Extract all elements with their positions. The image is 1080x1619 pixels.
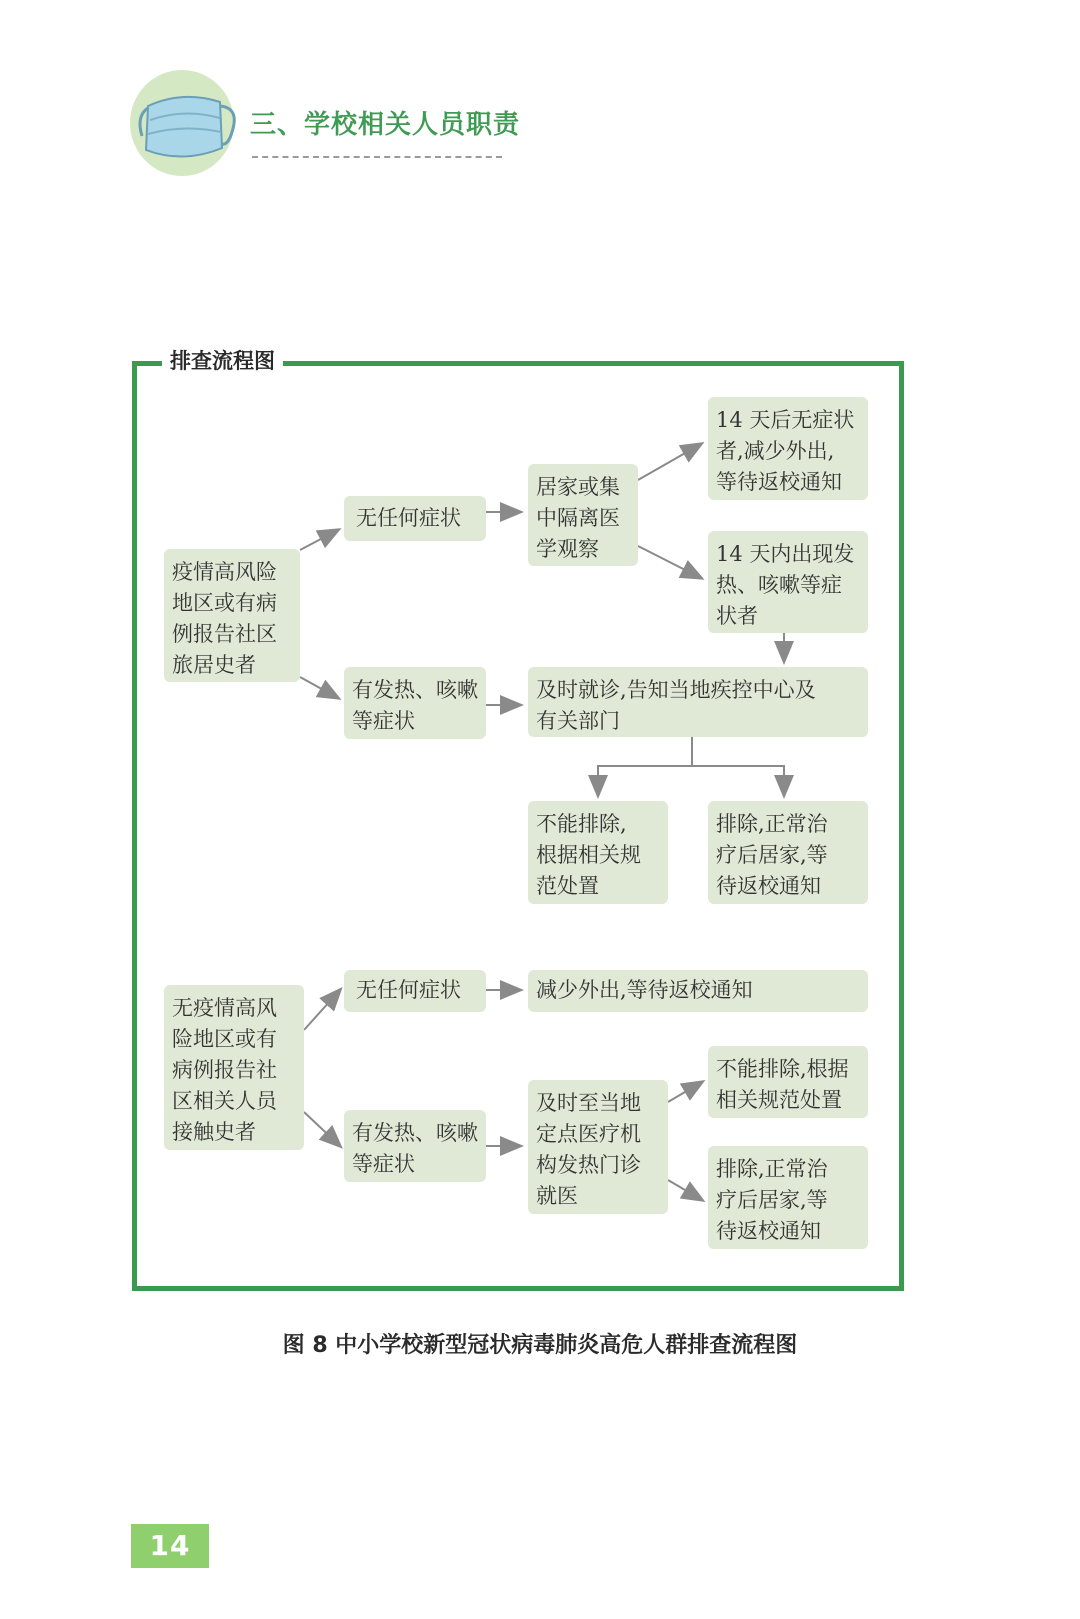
node-reduce-outings: 减少外出,等待返校通知: [528, 970, 868, 1012]
page-number: 14: [131, 1524, 209, 1568]
node-cannot-exclude: 不能排除, 根据相关规 范处置: [528, 801, 668, 904]
node-excluded: 排除,正常治 疗后居家,等 待返校通知: [708, 801, 868, 904]
arrow-m5-m7: [668, 1180, 702, 1200]
node-no-high-risk-contact: 无疫情高风 险地区或有 病例报告社 区相关人员 接触史者: [164, 985, 304, 1150]
arrow-n1-n2: [300, 530, 338, 550]
branch-n7-right: [692, 766, 784, 795]
figure-caption: 图 8 中小学校新型冠状病毒肺炎高危人群排查流程图: [282, 1333, 798, 1358]
arrow-m1-m4: [304, 1112, 340, 1146]
node-no-symptoms: 无任何症状: [344, 496, 486, 541]
node-quarantine: 居家或集 中隔离医 学观察: [528, 464, 638, 566]
arrow-n1-n6: [300, 677, 338, 698]
arrow-m1-m2: [304, 990, 340, 1030]
section-title: 三、学校相关人员职责: [250, 110, 521, 140]
arrow-n3-n4: [638, 444, 701, 480]
node-fever-cough-2: 有发热、咳嗽 等症状: [344, 1110, 486, 1182]
flowchart-title: 排查流程图: [162, 345, 283, 375]
branch-n7: [598, 737, 692, 795]
node-fever-clinic: 及时至当地 定点医疗机 构发热门诊 就医: [528, 1080, 668, 1214]
node-no-symptoms-14-days: 14 天后无症状 者,减少外出, 等待返校通知: [708, 397, 868, 500]
node-fever-cough: 有发热、咳嗽 等症状: [344, 667, 486, 739]
node-seek-treatment-report: 及时就诊,告知当地疾控中心及 有关部门: [528, 667, 868, 737]
arrow-m5-m6: [668, 1082, 702, 1102]
node-high-risk-history: 疫情高风险 地区或有病 例报告社区 旅居史者: [164, 549, 300, 682]
node-no-symptoms-2: 无任何症状: [344, 970, 486, 1012]
node-symptoms-within-14-days: 14 天内出现发 热、咳嗽等症 状者: [708, 531, 868, 633]
node-cannot-exclude-2: 不能排除,根据 相关规范处置: [708, 1046, 868, 1118]
arrow-n3-n5: [638, 546, 701, 578]
node-excluded-2: 排除,正常治 疗后居家,等 待返校通知: [708, 1146, 868, 1249]
